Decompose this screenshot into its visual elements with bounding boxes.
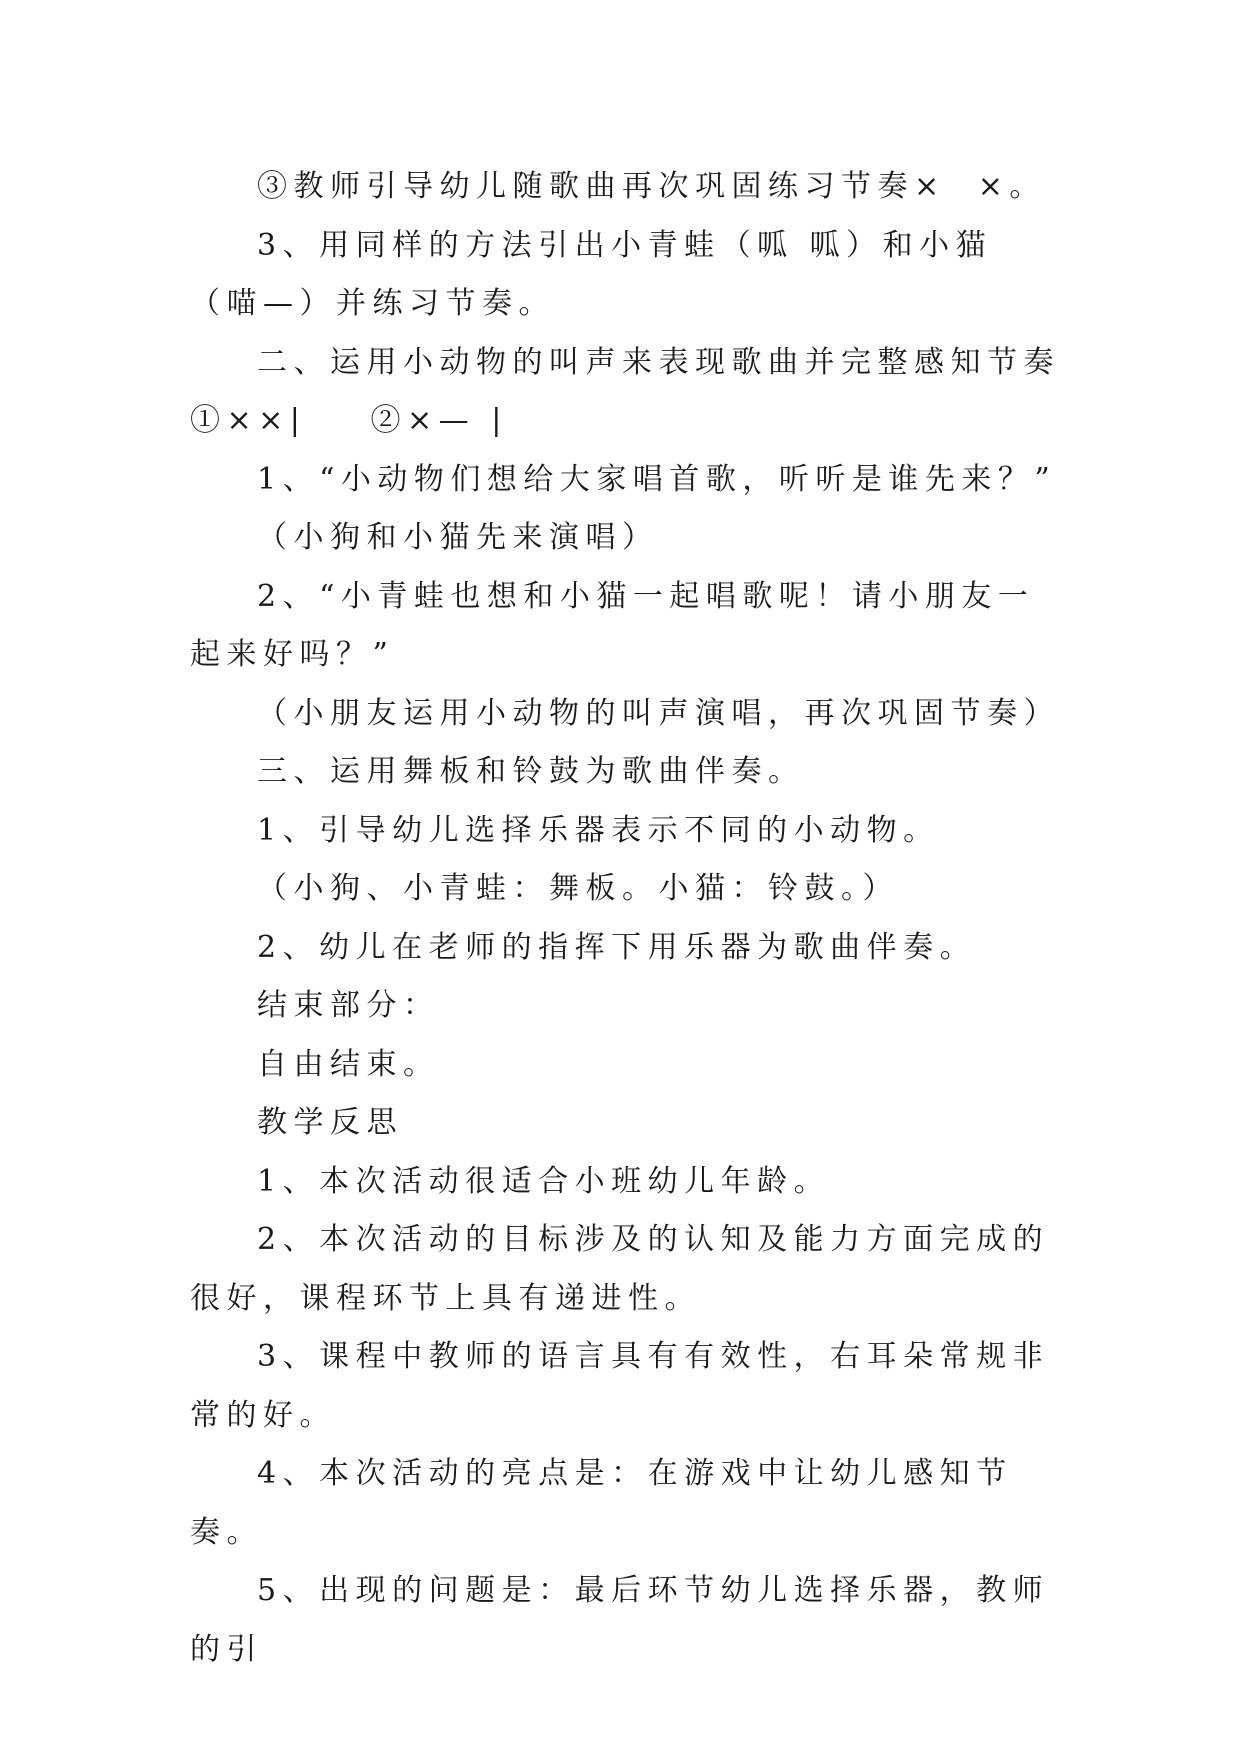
- paragraph-note-instruments: （小狗、小青蛙：舞板。小猫：铃鼓。）: [257, 871, 899, 906]
- paragraph-frog-cat: 3、用同样的方法引出小青蛙（呱 呱）和小猫（喵—）并练习节奏。: [190, 227, 993, 321]
- reflection-item-2: 2、本次活动的目标涉及的认知及能力方面完成的很好，课程环节上具有递进性。: [190, 1222, 1050, 1316]
- paragraph-instrument-choice: 1、引导幼儿选择乐器表示不同的小动物。: [257, 812, 940, 848]
- reflection-item-1: 1、本次活动很适合小班幼儿年龄。: [257, 1163, 831, 1199]
- paragraph-rhythm-practice: ③教师引导幼儿随歌曲再次巩固练习节奏× ×。: [257, 169, 1046, 204]
- section-heading-three: 三、运用舞板和铃鼓为歌曲伴奏。: [257, 754, 805, 789]
- paragraph-free-ending: 自由结束。: [257, 1046, 440, 1082]
- heading-ending: 结束部分：: [257, 988, 440, 1023]
- paragraph-step-1: 1、“小动物们想给大家唱首歌，听听是谁先来？”: [257, 461, 1057, 497]
- paragraph-step-2: 2、“小青蛙也想和小猫一起唱歌呢！请小朋友一起来好吗？”: [190, 578, 1035, 672]
- document-body: [190, 158, 1060, 1679]
- paragraph-accompaniment: 2、幼儿在老师的指挥下用乐器为歌曲伴奏。: [257, 929, 977, 965]
- reflection-item-4: 4、本次活动的亮点是：在游戏中让幼儿感知节奏。: [190, 1456, 1013, 1550]
- reflection-item-3: 3、课程中教师的语言具有有效性，右耳朵常规非常的好。: [190, 1339, 1050, 1433]
- heading-reflection: 教学反思: [257, 1105, 403, 1140]
- section-heading-two: 二、运用小动物的叫声来表现歌曲并完整感知节奏①××| ②×— |: [190, 344, 1060, 438]
- reflection-item-5: 5、出现的问题是：最后环节幼儿选择乐器，教师的引: [190, 1573, 1050, 1667]
- paragraph-note-children: （小朋友运用小动物的叫声演唱，再次巩固节奏）: [257, 695, 1060, 731]
- paragraph-note-dog-cat: （小狗和小猫先来演唱）: [257, 520, 659, 555]
